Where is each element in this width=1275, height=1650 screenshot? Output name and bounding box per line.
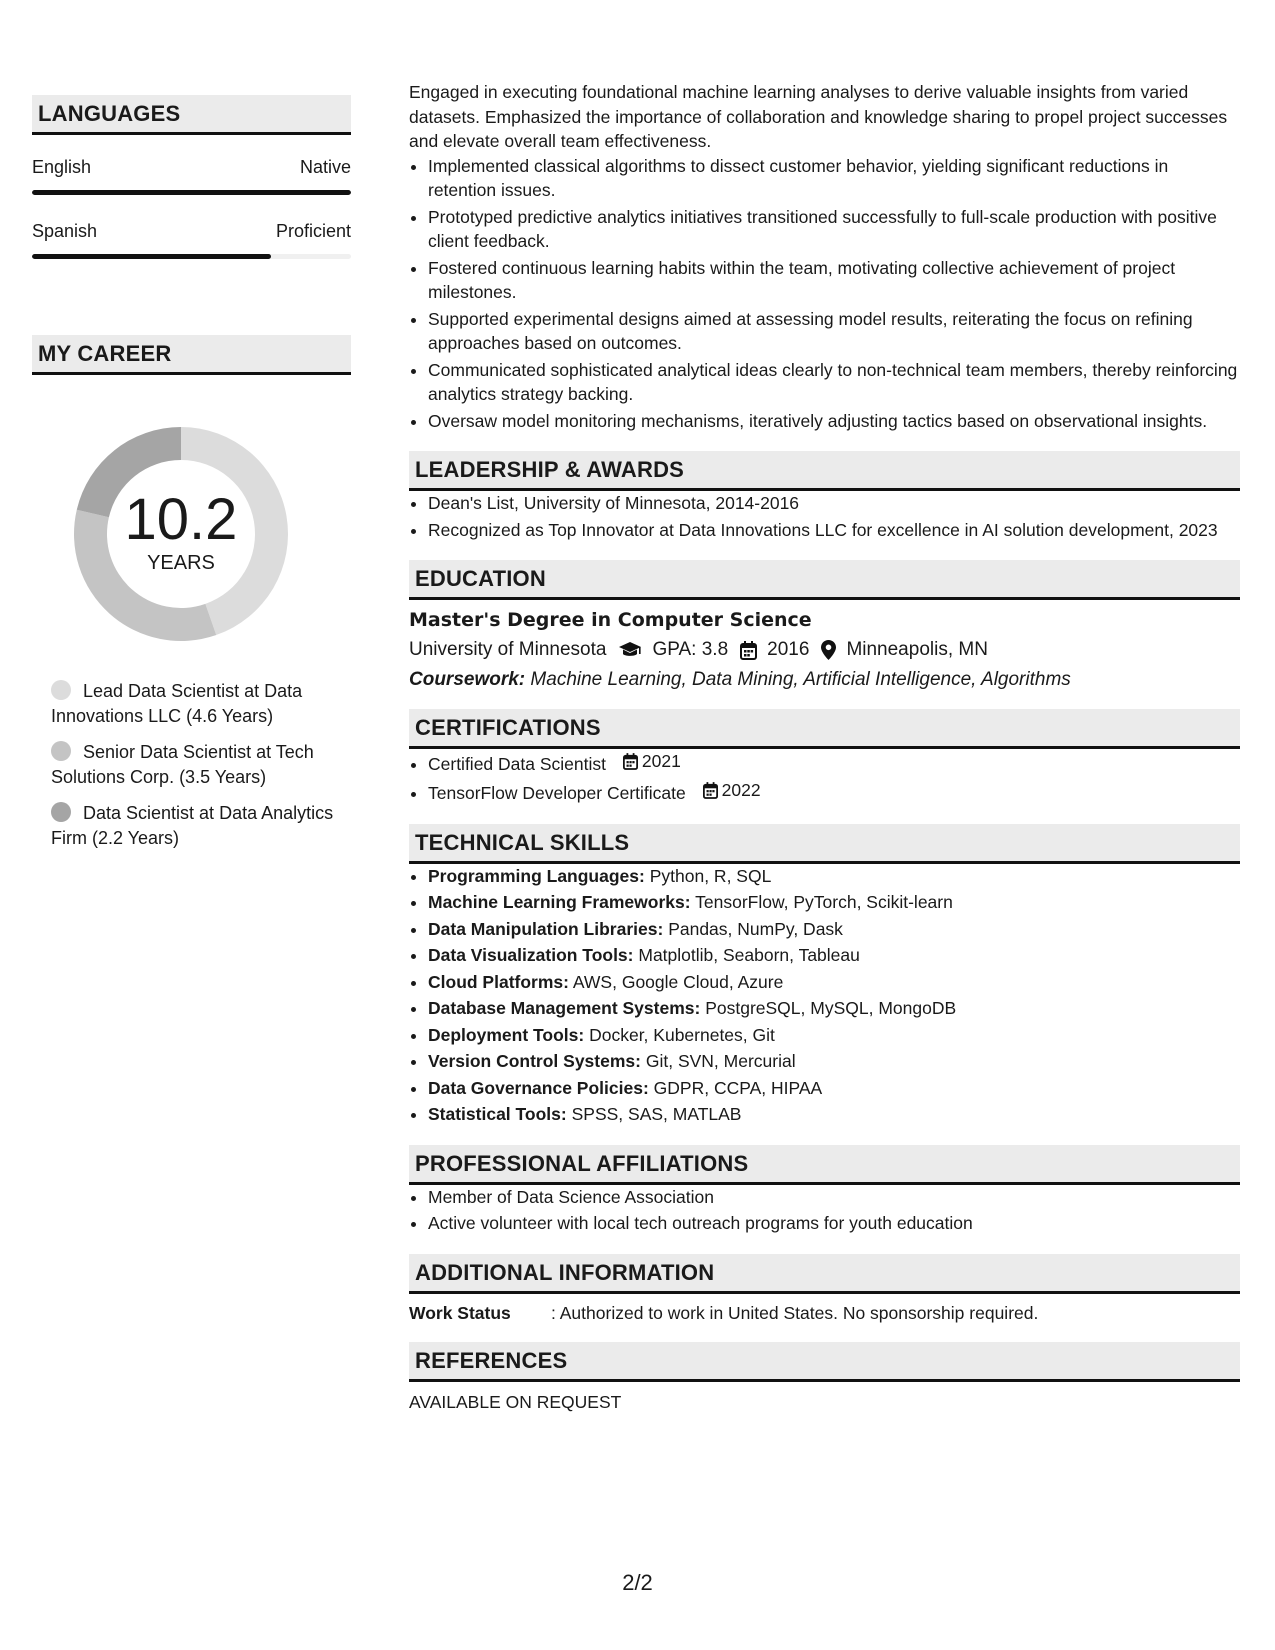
legend-dot-icon <box>51 802 71 822</box>
list-item: • Implemented classical algorithms to dissect customer behavior, yielding significant reductions in retention issues. <box>428 154 1240 203</box>
skill-value: Python, R, SQL <box>649 865 772 886</box>
coursework-value: Machine Learning, Data Mining, Artificial Intelligence, Algorithms <box>530 669 1071 690</box>
skill-label: Statistical Tools: <box>428 1104 567 1124</box>
legend-label: Data Scientist at Data Analytics Firm (2.2 Years) <box>51 803 334 848</box>
language-bar <box>32 254 351 259</box>
career-legend <box>32 679 351 851</box>
legend-item <box>51 679 341 729</box>
language-name: Spanish <box>32 221 98 241</box>
list-item: • Member of Data Science Association <box>428 1185 1240 1210</box>
skills-heading: TECHNICAL SKILLS <box>409 824 1240 864</box>
education-degree: Master's Degree in Computer Science <box>409 609 812 631</box>
affiliations-heading: PROFESSIONAL AFFILIATIONS <box>409 1145 1240 1185</box>
certifications-section <box>409 709 1240 806</box>
list-item: • Recognized as Top Innovator at Data Innovations LLC for excellence in AI solution development, 2023 <box>428 518 1240 543</box>
skill-value: GDPR, CCPA, HIPAA <box>653 1077 823 1098</box>
list-item <box>428 1049 1240 1074</box>
list-item: • Oversaw model monitoring mechanisms, iteratively adjusting tactics based on observational insights. <box>428 409 1240 434</box>
leadership-section <box>409 451 1240 542</box>
graduation-cap-icon <box>618 641 642 659</box>
list-item: • Communicated sophisticated analytical ideas clearly to non-technical team members, thereby reinforcing analytics strategy backing. <box>428 358 1240 407</box>
legend-dot-icon <box>51 741 71 761</box>
legend-label: Lead Data Scientist at Data Innovations LLC (4.6 Years) <box>51 681 303 726</box>
skills-section <box>409 824 1240 1127</box>
skill-value: Pandas, NumPy, Dask <box>668 918 843 939</box>
calendar-icon <box>623 753 638 770</box>
skill-label: Version Control Systems: <box>428 1051 641 1071</box>
language-bar <box>32 190 351 195</box>
education-section <box>409 560 1240 691</box>
education-coursework <box>409 669 1240 691</box>
legend-item <box>51 801 341 851</box>
career-total-unit: YEARS <box>147 551 215 574</box>
language-level: Native <box>299 157 351 177</box>
skill-value: PostgreSQL, MySQL, MongoDB <box>705 998 957 1018</box>
affiliations-section <box>409 1145 1240 1236</box>
language-english <box>32 157 351 195</box>
references-text: AVAILABLE ON REQUEST <box>409 1391 622 1412</box>
list-item: • Supported experimental designs aimed at assessing model results, reiterating the focus on refining approaches based on outcomes. <box>428 307 1240 356</box>
list-item <box>428 1076 1240 1101</box>
skill-value: Docker, Kubernetes, Git <box>589 1024 775 1045</box>
list-item <box>428 864 1240 889</box>
experience-bullets <box>409 154 1240 434</box>
left-column <box>32 95 351 862</box>
language-bar-fill <box>32 254 271 259</box>
skill-value: AWS, Google Cloud, Azure <box>572 971 784 992</box>
coursework-label: Coursework: <box>409 669 526 690</box>
education-details <box>409 639 1240 661</box>
work-status-value: : Authorized to work in United States. No sponsorship required. <box>551 1302 1039 1323</box>
list-item <box>428 778 1240 805</box>
language-spanish <box>32 221 351 259</box>
work-status-label: Work Status <box>409 1302 511 1323</box>
education-gpa: GPA: 3.8 <box>652 639 729 660</box>
list-item: • Active volunteer with local tech outreach programs for youth education <box>428 1211 1240 1236</box>
additional-heading: ADDITIONAL INFORMATION <box>409 1254 1240 1294</box>
certification-name: Certified Data Scientist <box>428 753 606 774</box>
list-item <box>428 996 1240 1021</box>
education-school: University of Minnesota <box>409 639 607 660</box>
list-item <box>428 943 1240 968</box>
skill-value: TensorFlow, PyTorch, Scikit-learn <box>695 892 953 912</box>
legend-item <box>51 740 341 790</box>
career-heading: MY CAREER <box>32 335 351 375</box>
skill-value: Git, SVN, Mercurial <box>645 1051 796 1071</box>
list-item: • Fostered continuous learning habits within the team, motivating collective achievement of project milestones. <box>428 256 1240 305</box>
education-location: Minneapolis, MN <box>846 639 988 660</box>
references-heading: REFERENCES <box>409 1342 1240 1382</box>
education-year: 2016 <box>767 639 810 660</box>
certification-year: 2022 <box>721 780 761 801</box>
skill-label: Data Visualization Tools: <box>428 945 634 965</box>
list-item <box>428 1023 1240 1048</box>
list-item <box>428 890 1240 915</box>
skill-label: Machine Learning Frameworks: <box>428 892 691 912</box>
location-pin-icon <box>821 640 836 660</box>
education-heading: EDUCATION <box>409 560 1240 600</box>
references-section <box>409 1342 1240 1413</box>
language-bar-fill <box>32 190 351 195</box>
skill-label: Deployment Tools: <box>428 1024 585 1045</box>
certification-name: TensorFlow Developer Certificate <box>428 783 686 803</box>
skill-label: Data Governance Policies: <box>428 1077 649 1098</box>
list-item <box>428 917 1240 942</box>
skill-value: SPSS, SAS, MATLAB <box>571 1104 742 1124</box>
list-item <box>428 749 1240 776</box>
legend-label: Senior Data Scientist at Tech Solutions Corp. (3.5 Years) <box>51 742 314 787</box>
list-item <box>428 970 1240 995</box>
list-item: • Dean's List, University of Minnesota, 2014-2016 <box>428 491 1240 516</box>
page-number: 2/2 <box>622 1570 653 1595</box>
certification-year: 2021 <box>641 751 681 771</box>
language-level: Proficient <box>275 221 351 241</box>
languages-heading: LANGUAGES <box>32 95 351 135</box>
certifications-heading: CERTIFICATIONS <box>409 709 1240 749</box>
calendar-icon <box>740 641 757 660</box>
experience-summary: Engaged in executing foundational machine learning analyses to derive valuable insights from varied datasets. Emphasized the importance of collaboration and knowledge sharing to propel project successes and elevate overall team effectiveness. <box>409 82 1228 151</box>
calendar-icon <box>703 782 718 799</box>
career-donut <box>66 419 296 649</box>
skill-label: Cloud Platforms: <box>428 971 569 992</box>
skill-label: Database Management Systems: <box>428 998 701 1018</box>
list-item <box>428 1102 1240 1127</box>
career-total-years: 10.2 <box>124 486 238 552</box>
skill-label: Data Manipulation Libraries: <box>428 918 664 939</box>
list-item: • Prototyped predictive analytics initiatives transitioned successfully to full-scale production with positive client feedback. <box>428 205 1240 254</box>
legend-dot-icon <box>51 680 71 700</box>
skill-label: Programming Languages: <box>428 865 645 886</box>
language-name: English <box>32 157 92 177</box>
additional-section <box>409 1254 1240 1324</box>
leadership-heading: LEADERSHIP & AWARDS <box>409 451 1240 491</box>
skill-value: Matplotlib, Seaborn, Tableau <box>638 945 860 965</box>
right-column <box>409 80 1240 1413</box>
